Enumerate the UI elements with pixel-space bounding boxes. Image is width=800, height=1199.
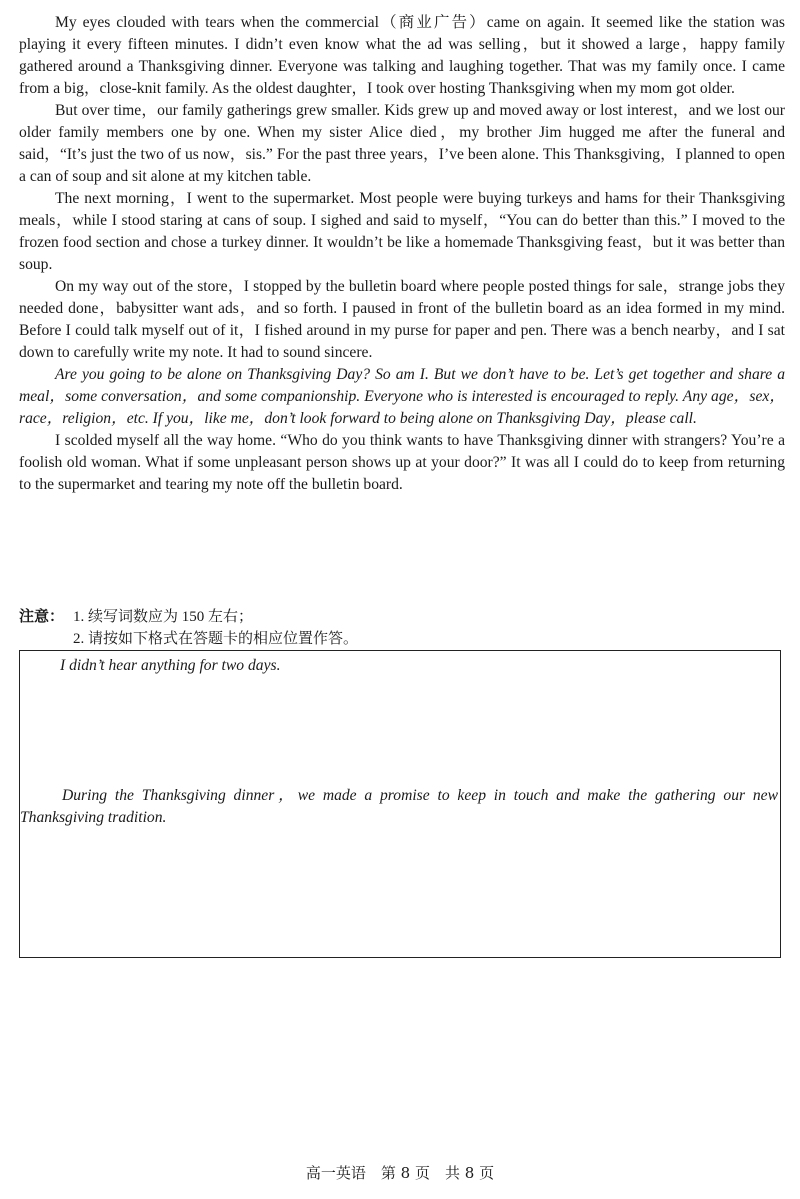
passage-paragraph-1: My eyes clouded with tears when the commercial（商业广告）came on again. It seemed like the station was playing it every fifteen minutes. I didn’t even know what the ad was selling，but it showed a large，happy family gathered around a Thanksgiving dinner. Everyone was talking and laughing together. That was my family once. I came from a big，close-knit family. As the oldest daughter，I took over hosting Thanksgiving when my mom got older. xyxy=(19,14,785,97)
instructions xyxy=(19,606,785,650)
passage-closing-paragraph: I scolded myself all the way home. “Who do you think wants to have Thanksgiving dinner with strangers? You’re a foolish old woman. What if some unpleasant person shows up at your door?” It was all I could do to keep from returning to the supermarket and tearing my note off the bulletin board. xyxy=(19,432,785,493)
page-footer: 高一英语 第 8 页 共 8 页 xyxy=(305,1164,495,1182)
reading-passage xyxy=(19,12,785,496)
instruction-label: 注意： xyxy=(19,609,65,625)
passage-paragraph-4: On my way out of the store，I stopped by the bulletin board where people posted things for sale，strange jobs they needed done，babysitter want ads，and so forth. I paused in front of the bulletin board as an idea formed in my mind. Before I could talk myself out of it，I fished around in my purse for paper and pen. There was a bench nearby，and I sat down to carefully write my note. It had to sound sincere. xyxy=(19,278,785,361)
instruction-item-2: 2. 请按如下格式在答题卡的相应位置作答。 xyxy=(73,631,359,647)
instruction-row-2 xyxy=(19,628,785,650)
answer-box xyxy=(19,650,781,958)
instruction-indent xyxy=(19,628,73,650)
bulletin-note-text: Are you going to be alone on Thanksgiving Day? So am I. But we don’t have to be. Let’s get together and share a meal，some conversation，and some companionship. Everyone who is interested is encouraged to reply. Any age，sex，race，religion，etc. If you，like me，don’t look forward to being alone on Thanksgiving Day，please call. xyxy=(19,366,785,427)
continuation-second-paragraph-start: During the Thanksgiving dinner，we made a promise to keep in touch and make the gathering our new Thanksgiving tradition. xyxy=(20,787,778,826)
passage-paragraph-3: The next morning，I went to the supermarket. Most people were buying turkeys and hams for their Thanksgiving meals，while I stood staring at cans of soup. I sighed and said to myself，“You can do better than this.” I moved to the frozen food section and chose a turkey dinner. It wouldn’t be like a homemade Thanksgiving feast，but it was better than soup. xyxy=(19,190,785,273)
passage-paragraph-2: But over time，our family gatherings grew smaller. Kids grew up and moved away or lost interest，and we lost our older family members one by one. When my sister Alice died，my brother Jim hugged me after the funeral and said，“It’s just the two of us now，sis.” For the past three years，I’ve been alone. This Thanksgiving，I planned to open a can of soup and sit alone at my kitchen table. xyxy=(19,102,785,185)
instruction-row-1 xyxy=(19,606,785,628)
continuation-opening-sentence: I didn’t hear anything for two days. xyxy=(60,657,281,674)
instruction-item-1: 1. 续写词数应为 150 左右； xyxy=(73,609,254,625)
